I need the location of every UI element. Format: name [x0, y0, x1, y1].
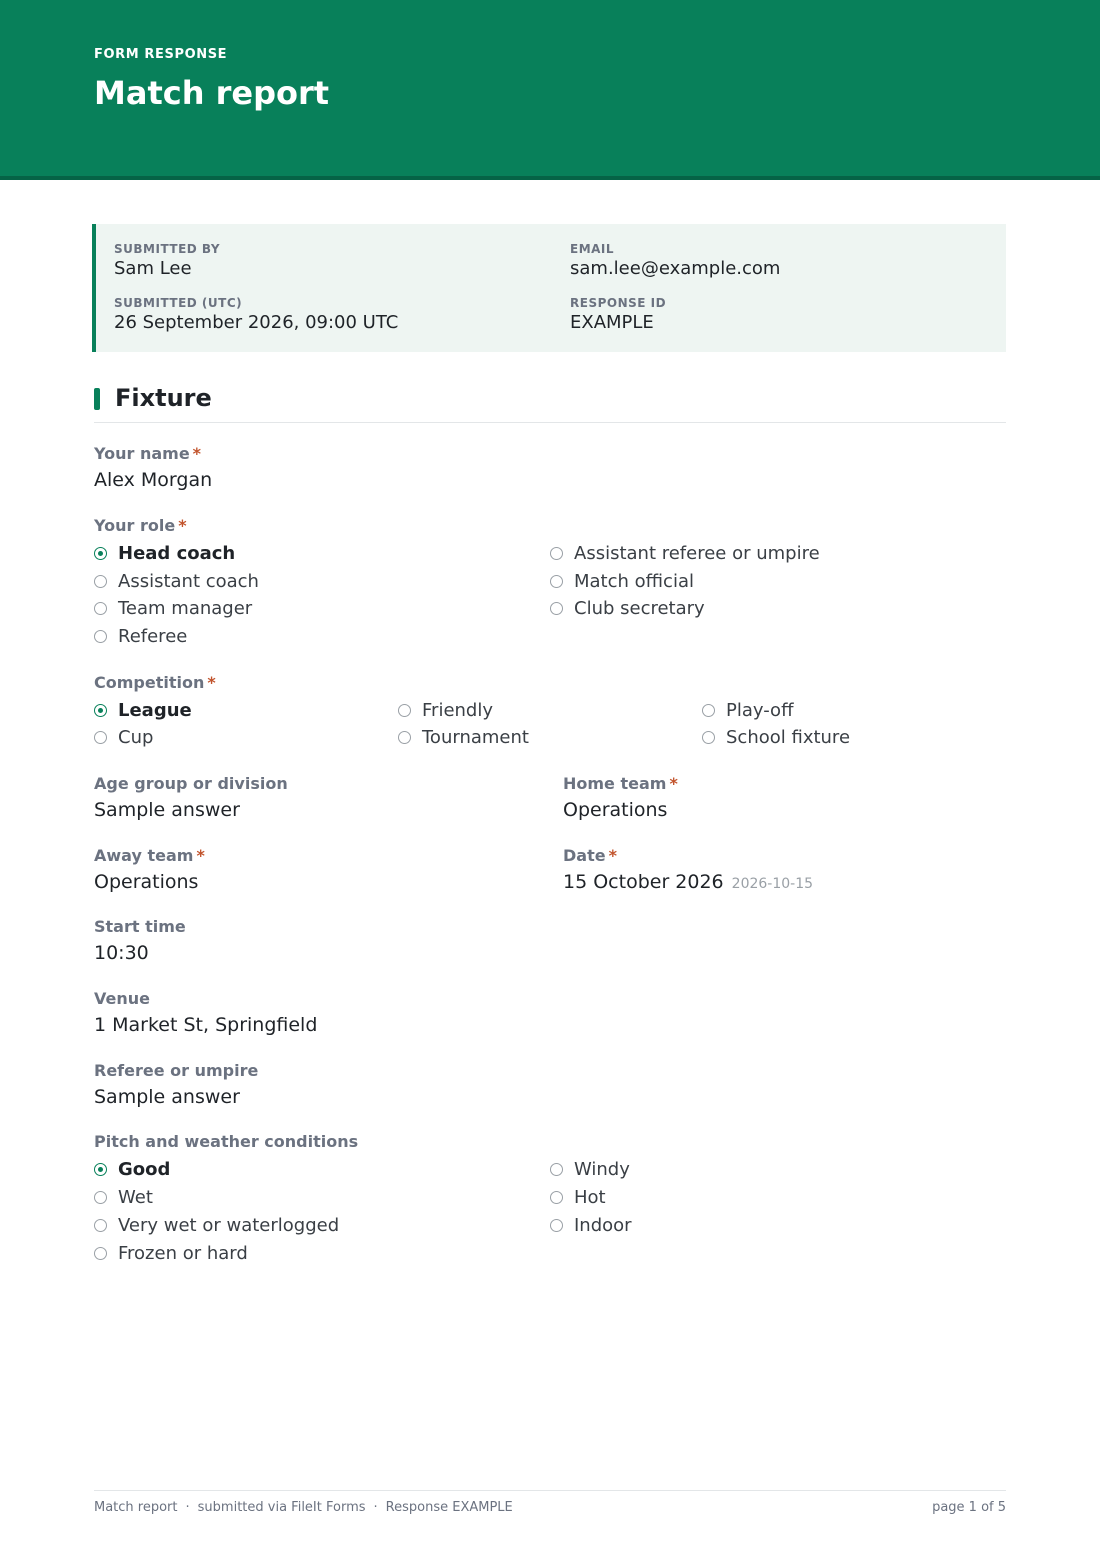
option-label: League — [118, 700, 192, 721]
field-value — [563, 871, 813, 893]
field-label: Venue — [94, 989, 150, 1008]
radio-empty-icon — [398, 704, 411, 717]
footer-response: Response EXAMPLE — [385, 1500, 513, 1515]
option-label: Head coach — [118, 543, 236, 564]
page-header — [0, 0, 1100, 180]
field-your-name — [94, 444, 212, 491]
submitted-by-value: Sam Lee — [114, 258, 192, 279]
footer-separator: · — [185, 1500, 190, 1515]
option-label: Windy — [574, 1159, 630, 1180]
section-fixture — [94, 384, 1006, 423]
radio-selected-icon — [94, 704, 107, 717]
radio-empty-icon — [94, 575, 107, 588]
field-label: Start time — [94, 917, 186, 936]
radio-empty-icon — [702, 704, 715, 717]
page-number: page 1 of 5 — [932, 1500, 1006, 1515]
option-label: Frozen or hard — [118, 1243, 248, 1264]
field-your-role — [94, 516, 187, 535]
radio-option — [702, 700, 793, 721]
field-label: Your role * — [94, 516, 187, 535]
radio-empty-icon — [550, 1191, 563, 1204]
field-referee — [94, 1061, 258, 1108]
option-label: Friendly — [422, 700, 494, 721]
option-label: Play-off — [726, 700, 794, 721]
field-label: Competition * — [94, 673, 216, 692]
radio-option — [550, 1215, 632, 1236]
field-value: 1 Market St, Springfield — [94, 1014, 318, 1036]
response-id-value: EXAMPLE — [570, 312, 654, 333]
date-iso-hint: 2026-10-15 — [731, 876, 814, 892]
required-marker: * — [669, 774, 678, 793]
footer-form-name: Match report — [94, 1500, 178, 1515]
field-age-group — [94, 774, 288, 821]
radio-empty-icon — [94, 602, 107, 615]
field-label: Age group or division — [94, 774, 288, 793]
email-label: EMAIL — [570, 242, 615, 256]
required-marker: * — [196, 846, 205, 865]
option-label: Very wet or waterlogged — [118, 1215, 340, 1236]
radio-empty-icon — [550, 575, 563, 588]
footer-info — [94, 1500, 513, 1515]
required-marker: * — [608, 846, 617, 865]
footer-submitted-via: submitted via FileIt Forms — [197, 1500, 366, 1515]
radio-option — [94, 598, 252, 619]
submission-meta-panel — [92, 224, 1006, 352]
page-footer — [94, 1490, 1006, 1515]
field-competition — [94, 673, 216, 692]
radio-empty-icon — [702, 731, 715, 744]
radio-empty-icon — [550, 547, 563, 560]
section-accent-bar — [94, 388, 100, 410]
radio-option — [94, 1243, 248, 1264]
submitted-by-label: SUBMITTED BY — [114, 242, 221, 256]
option-label: Club secretary — [574, 598, 705, 619]
option-label: Tournament — [422, 727, 529, 748]
radio-option — [94, 1187, 153, 1208]
date-value: 15 October 2026 — [563, 871, 724, 893]
submitted-by — [114, 242, 220, 279]
page-title: Match report — [94, 74, 330, 112]
email-value: sam.lee@example.com — [570, 258, 781, 279]
field-value: Operations — [94, 871, 199, 893]
radio-option — [550, 1159, 630, 1180]
footer-separator: · — [373, 1500, 378, 1515]
option-label: Hot — [574, 1187, 606, 1208]
submitted-utc-label: SUBMITTED (UTC) — [114, 296, 243, 310]
field-away-team — [94, 846, 205, 893]
section-title: Fixture — [115, 384, 212, 412]
option-label: Wet — [118, 1187, 153, 1208]
option-label: Referee — [118, 626, 188, 647]
option-label: Team manager — [118, 598, 253, 619]
email — [570, 242, 780, 279]
option-label: Cup — [118, 727, 154, 748]
submitted-utc — [114, 296, 398, 333]
field-venue — [94, 989, 317, 1036]
response-id-label: RESPONSE ID — [570, 296, 667, 310]
radio-option — [550, 571, 694, 592]
radio-option — [94, 626, 187, 647]
radio-empty-icon — [550, 1219, 563, 1232]
field-label: Home team * — [563, 774, 678, 793]
field-date — [563, 846, 813, 893]
field-start-time — [94, 917, 186, 964]
radio-option — [550, 1187, 606, 1208]
radio-empty-icon — [94, 1247, 107, 1260]
option-label: Indoor — [574, 1215, 632, 1236]
radio-option — [398, 727, 529, 748]
field-value: Alex Morgan — [94, 469, 213, 491]
required-marker: * — [207, 673, 216, 692]
field-label: Pitch and weather conditions — [94, 1132, 359, 1151]
radio-empty-icon — [94, 1191, 107, 1204]
radio-selected-icon — [94, 1163, 107, 1176]
response-id — [570, 296, 666, 333]
radio-option — [94, 571, 259, 592]
radio-empty-icon — [94, 630, 107, 643]
option-label: Assistant coach — [118, 571, 259, 592]
radio-option — [94, 1159, 170, 1180]
option-label: Good — [118, 1159, 171, 1180]
field-value: 10:30 — [94, 942, 149, 964]
option-label: Match official — [574, 571, 694, 592]
radio-option — [94, 727, 153, 748]
field-label: Away team * — [94, 846, 205, 865]
radio-option — [398, 700, 493, 721]
field-value: Sample answer — [94, 1086, 240, 1108]
radio-empty-icon — [550, 602, 563, 615]
required-marker: * — [192, 444, 202, 463]
radio-empty-icon — [398, 731, 411, 744]
field-value: Sample answer — [94, 799, 240, 821]
radio-option — [550, 543, 820, 564]
radio-empty-icon — [94, 731, 107, 744]
field-label: Date * — [563, 846, 617, 865]
radio-selected-icon — [94, 547, 107, 560]
field-value: Operations — [563, 799, 668, 821]
required-marker: * — [178, 516, 187, 535]
option-label: Assistant referee or umpire — [574, 543, 820, 564]
radio-option — [550, 598, 705, 619]
field-label: Your name * — [94, 444, 202, 463]
radio-empty-icon — [550, 1163, 563, 1176]
radio-option — [94, 700, 192, 721]
form-response-eyebrow: FORM RESPONSE — [94, 47, 228, 62]
radio-option — [94, 543, 235, 564]
field-home-team — [563, 774, 678, 821]
field-conditions — [94, 1132, 358, 1151]
option-label: School fixture — [726, 727, 851, 748]
radio-option — [702, 727, 850, 748]
radio-option — [94, 1215, 339, 1236]
submitted-utc-value: 26 September 2026, 09:00 UTC — [114, 312, 399, 333]
radio-empty-icon — [94, 1219, 107, 1232]
field-label: Referee or umpire — [94, 1061, 259, 1080]
